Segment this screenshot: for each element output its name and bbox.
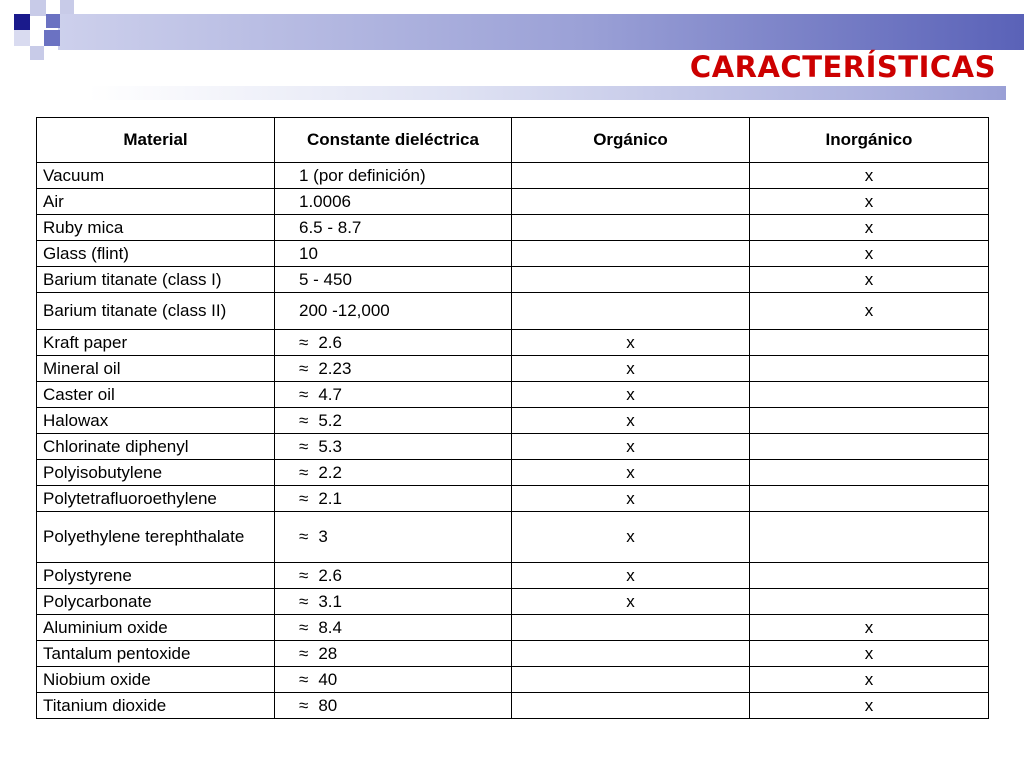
cell-organico: x [512, 486, 750, 512]
cell-inorganico: x [750, 667, 989, 693]
constant-value: 2.6 [318, 332, 342, 352]
constant-value: 80 [318, 695, 338, 715]
cell-material: Titanium dioxide [37, 693, 275, 719]
cell-inorganico [750, 589, 989, 615]
cell-constant [275, 615, 512, 641]
header-inorganico: Inorgánico [750, 118, 989, 163]
deco-square [60, 0, 74, 14]
table-row [37, 356, 989, 382]
cell-material: Polyethylene terephthalate [37, 512, 275, 563]
cell-inorganico [750, 460, 989, 486]
cell-organico: x [512, 512, 750, 563]
cell-constant [275, 163, 512, 189]
deco-square [44, 30, 60, 46]
deco-square [30, 46, 44, 60]
cell-inorganico [750, 330, 989, 356]
cell-material: Polycarbonate [37, 589, 275, 615]
constant-value: 40 [318, 669, 338, 689]
approx-symbol: ≈ [299, 436, 309, 456]
approx-symbol: ≈ [299, 669, 309, 689]
constant-value: 1 (por definición) [299, 165, 426, 185]
cell-inorganico: x [750, 241, 989, 267]
cell-material: Kraft paper [37, 330, 275, 356]
cell-material: Polytetrafluoroethylene [37, 486, 275, 512]
cell-material: Tantalum pentoxide [37, 641, 275, 667]
table-row [37, 434, 989, 460]
cell-material: Aluminium oxide [37, 615, 275, 641]
approx-symbol: ≈ [299, 617, 309, 637]
cell-constant [275, 241, 512, 267]
cell-organico: x [512, 589, 750, 615]
table-row [37, 241, 989, 267]
approx-symbol: ≈ [299, 384, 309, 404]
dielectric-table [36, 117, 989, 719]
cell-constant [275, 434, 512, 460]
approx-symbol: ≈ [299, 410, 309, 430]
constant-value: 4.7 [318, 384, 342, 404]
table-header-row [37, 118, 989, 163]
deco-square [46, 14, 60, 28]
cell-constant [275, 667, 512, 693]
table-row [37, 382, 989, 408]
table-row [37, 667, 989, 693]
cell-constant [275, 293, 512, 330]
cell-organico [512, 241, 750, 267]
constant-value: 2.1 [318, 488, 342, 508]
cell-inorganico [750, 512, 989, 563]
table-row [37, 693, 989, 719]
cell-inorganico: x [750, 189, 989, 215]
cell-material: Vacuum [37, 163, 275, 189]
cell-organico: x [512, 356, 750, 382]
header-gradient-band [58, 14, 1024, 50]
cell-constant [275, 356, 512, 382]
table-row [37, 293, 989, 330]
cell-organico: x [512, 434, 750, 460]
constant-value: 28 [318, 643, 338, 663]
constant-value: 8.4 [318, 617, 342, 637]
cell-inorganico [750, 408, 989, 434]
cell-organico [512, 293, 750, 330]
cell-inorganico: x [750, 215, 989, 241]
cell-material: Mineral oil [37, 356, 275, 382]
cell-constant [275, 267, 512, 293]
table-row [37, 189, 989, 215]
cell-material: Barium titanate (class II) [37, 293, 275, 330]
cell-organico [512, 615, 750, 641]
constant-value: 2.6 [318, 565, 342, 585]
cell-material: Polyisobutylene [37, 460, 275, 486]
cell-constant [275, 512, 512, 563]
cell-material: Ruby mica [37, 215, 275, 241]
table-row [37, 563, 989, 589]
cell-material: Halowax [37, 408, 275, 434]
table-row [37, 641, 989, 667]
constant-value: 5 - 450 [299, 269, 352, 289]
cell-material: Caster oil [37, 382, 275, 408]
header-decoration [0, 0, 1024, 110]
cell-material: Barium titanate (class I) [37, 267, 275, 293]
table-row [37, 330, 989, 356]
table-row [37, 589, 989, 615]
cell-organico [512, 163, 750, 189]
cell-constant [275, 382, 512, 408]
cell-constant [275, 460, 512, 486]
cell-constant [275, 563, 512, 589]
cell-constant [275, 486, 512, 512]
constant-value: 3.1 [318, 591, 342, 611]
approx-symbol: ≈ [299, 488, 309, 508]
approx-symbol: ≈ [299, 695, 309, 715]
cell-material: Chlorinate diphenyl [37, 434, 275, 460]
cell-inorganico: x [750, 293, 989, 330]
slide-title: CARACTERÍSTICAS [689, 50, 996, 84]
cell-organico: x [512, 460, 750, 486]
cell-inorganico [750, 382, 989, 408]
constant-value: 5.3 [318, 436, 342, 456]
cell-inorganico: x [750, 163, 989, 189]
cell-inorganico: x [750, 693, 989, 719]
cell-constant [275, 693, 512, 719]
constant-value: 10 [299, 243, 318, 263]
cell-material: Niobium oxide [37, 667, 275, 693]
table-row [37, 408, 989, 434]
cell-inorganico [750, 486, 989, 512]
cell-organico [512, 667, 750, 693]
cell-inorganico: x [750, 267, 989, 293]
constant-value: 200 -12,000 [299, 301, 390, 320]
cell-constant [275, 589, 512, 615]
cell-inorganico: x [750, 615, 989, 641]
cell-organico [512, 641, 750, 667]
approx-symbol: ≈ [299, 643, 309, 663]
header-material: Material [37, 118, 275, 163]
constant-value: 3 [318, 527, 328, 546]
cell-constant [275, 215, 512, 241]
cell-organico [512, 189, 750, 215]
cell-organico [512, 215, 750, 241]
cell-organico [512, 267, 750, 293]
cell-constant [275, 330, 512, 356]
cell-constant [275, 189, 512, 215]
approx-symbol: ≈ [299, 591, 309, 611]
cell-organico: x [512, 563, 750, 589]
cell-inorganico [750, 434, 989, 460]
table-row [37, 267, 989, 293]
cell-constant [275, 408, 512, 434]
table-row [37, 163, 989, 189]
cell-inorganico [750, 563, 989, 589]
cell-material: Polystyrene [37, 563, 275, 589]
constant-value: 2.2 [318, 462, 342, 482]
constant-value: 5.2 [318, 410, 342, 430]
deco-square [14, 14, 30, 30]
cell-material: Air [37, 189, 275, 215]
cell-inorganico [750, 356, 989, 382]
table-row [37, 215, 989, 241]
table-row [37, 460, 989, 486]
approx-symbol: ≈ [299, 332, 309, 352]
cell-organico: x [512, 382, 750, 408]
approx-symbol: ≈ [299, 358, 309, 378]
header-organico: Orgánico [512, 118, 750, 163]
cell-material: Glass (flint) [37, 241, 275, 267]
header-constant: Constante dieléctrica [275, 118, 512, 163]
cell-organico: x [512, 408, 750, 434]
approx-symbol: ≈ [299, 565, 309, 585]
deco-square [30, 0, 46, 16]
deco-square [14, 30, 30, 46]
constant-value: 1.0006 [299, 191, 351, 211]
title-underline [88, 86, 1006, 100]
constant-value: 6.5 - 8.7 [299, 217, 362, 237]
approx-symbol: ≈ [299, 527, 309, 546]
approx-symbol: ≈ [299, 462, 309, 482]
cell-inorganico: x [750, 641, 989, 667]
cell-organico [512, 693, 750, 719]
cell-organico: x [512, 330, 750, 356]
table-row [37, 512, 989, 563]
constant-value: 2.23 [318, 358, 352, 378]
cell-constant [275, 641, 512, 667]
table-row [37, 615, 989, 641]
table-row [37, 486, 989, 512]
